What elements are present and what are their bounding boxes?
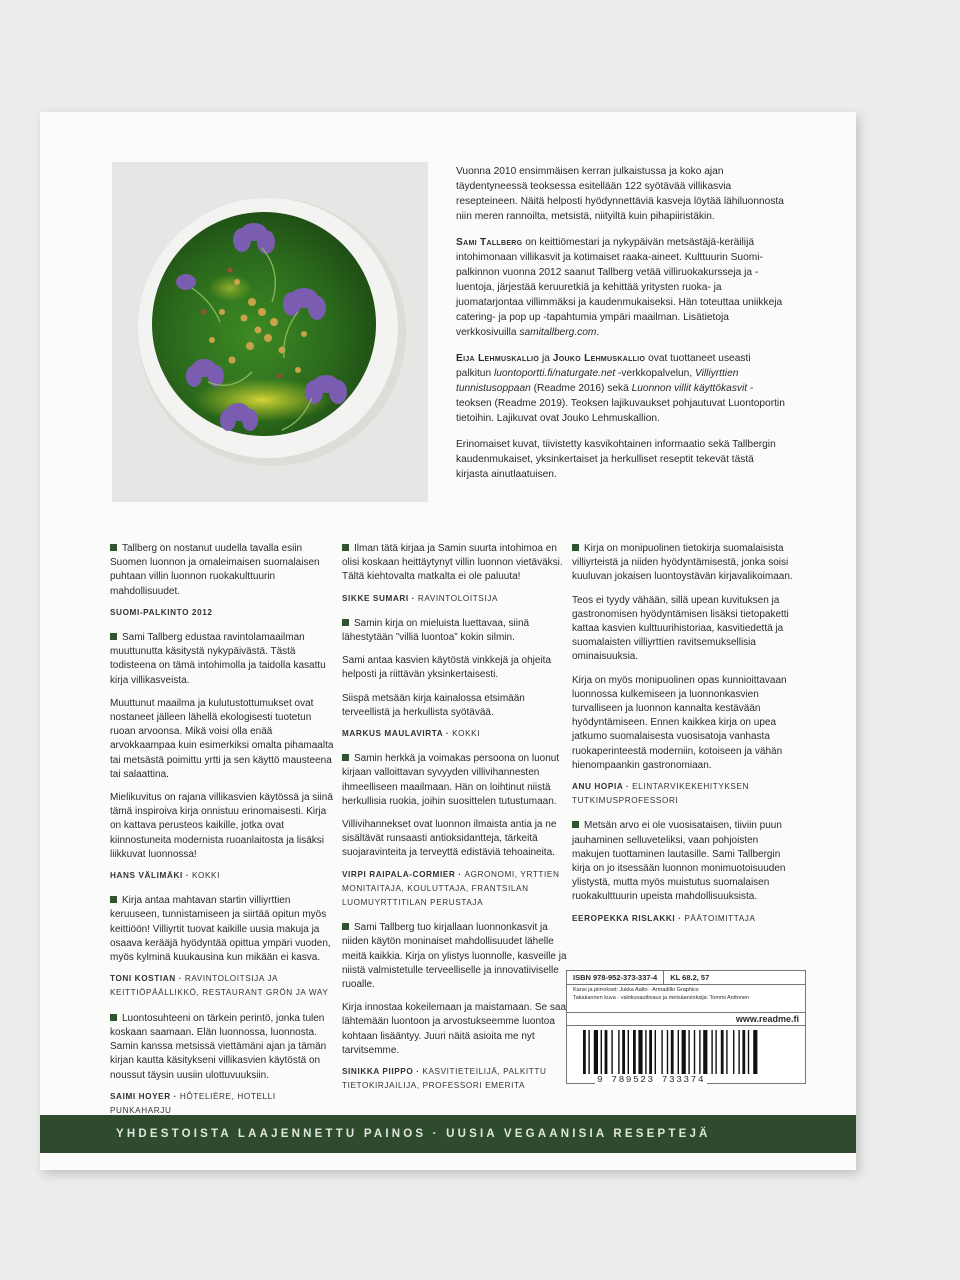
soup-bowl-image <box>112 162 428 502</box>
review-column-2 <box>342 542 567 1105</box>
reviewer-role: ELINTARVIKEKEHITYKSEN TUTKIMUSPROFESSORI <box>572 782 750 806</box>
photographer-book-1: Villiyrttien tunnistusoppaan <box>456 368 739 394</box>
barcode-digits: 9 789523 733374 <box>597 1074 706 1085</box>
bullet-icon <box>110 544 117 551</box>
photographer-text-d: -teoksen (Readme 2019). Teoksen lajikuvaukset pohjautuvat Luontoportin tietoihin. Lajikuvat ovat Jouko Lehmuskallion. <box>456 383 785 424</box>
barcode-bar <box>678 1030 679 1074</box>
barcode-bar <box>645 1030 646 1074</box>
reviewer-name: TONI KOSTIAN <box>110 974 176 984</box>
barcode-bar <box>699 1030 700 1074</box>
reviewer-name: HANS VÄLIMÄKI <box>110 871 183 881</box>
review-text-body: Kirja antaa mahtavan startin villiyrttien keruuseen, tunnistamiseen ja siirtää opitun myös keittiöön! Villiyrtit tuovat kaikille uusia makuja ja osaava kerääjä hyödyntää opittua ympäri vuoden, myös kylminä kuukausina kun mikään ei kasva. <box>110 895 331 964</box>
review-text-body: Tallberg on nostanut uudella tavalla esiin Suomen luonnon ja omaleimaisen suomalaisen puhtaan villin luonnon ruokakulttuurin mahdollisuudet. <box>110 543 320 597</box>
barcode-bar <box>618 1030 619 1074</box>
barcode-bar <box>622 1030 625 1074</box>
photographer-site: luontoportti.fi/naturgate.net <box>493 368 616 379</box>
barcode-bar <box>715 1030 716 1074</box>
review-text <box>110 542 335 599</box>
review-text <box>342 617 567 645</box>
reviewer-name: EEROPEKKA RISLAKKI <box>572 913 676 923</box>
review-text <box>342 752 567 809</box>
book-back-cover <box>40 112 856 1170</box>
reviewer-role: HÔTELIÈRE, HOTELLI PUNKAHARJU <box>110 1091 276 1115</box>
reviewer-name: SAIMI HOYER <box>110 1091 171 1101</box>
isbn-row <box>567 971 805 985</box>
review-text <box>342 542 567 585</box>
bullet-icon <box>342 619 349 626</box>
photographer-and: ja <box>539 353 553 364</box>
barcode-bar <box>738 1030 739 1074</box>
photographer-name-2: Jouko Lehmuskallio <box>552 353 646 364</box>
reviewer-role: KASVITIETEILIJÄ, PALKITTU TIETOKIRJAILIJA, PROFESSORI EMERITA <box>342 1067 547 1091</box>
review-text: Kirja on myös monipuolinen opas kunnioittavaan luonnossa kulkemiseen ja luonnonkasvien turvalliseen ja luonnon kannalta kestävään hyödyntämiseen. Ennen kaikkea kirja on upea jatkumo suomalaisesta vuosisatoja vanhasta ruokaperinteestä moderniin, kotoiseen ja vähän hienompaankin gastronomiaan. <box>572 674 787 771</box>
review-attribution: VIRPI RAIPALA-CORMIER · AGRONOMI, YRTTIEN MONITAITAJA, KOULUTTAJA, FRANTSILAN LUOMUYRTTITILAN PERUSTAJA <box>342 869 560 908</box>
reviewer-role: PÄÄTOIMITTAJA <box>684 913 756 923</box>
review-text: Sami antaa kasvien käytöstä vinkkejä ja ohjeita helposti ja riittävän yksinkertaisesti. <box>342 655 552 681</box>
barcode-bar <box>733 1030 734 1074</box>
review-attribution: HANS VÄLIMÄKI · KOKKI <box>110 871 220 881</box>
bullet-icon <box>110 896 117 903</box>
barcode-bar <box>726 1030 727 1074</box>
review-text-body: Metsän arvo ei ole vuosisataisen, tiiviin puun jauhaminen selluveteliksi, vaan pohjoisten makujen tuottaminen lautasille. Sami Tallbergin kirja on jo itsessään luonnon monimuotoisuuden ylistystä, mutta myös muistutus suomalaisen ruokakulttuurin upeista mahdollisuuksista. <box>572 820 786 903</box>
reviewer-role: KOKKI <box>191 871 220 881</box>
cover-credits <box>567 985 805 1013</box>
barcode-bar <box>721 1030 724 1074</box>
bullet-icon <box>110 1014 117 1021</box>
author-bio-end: . <box>596 327 600 338</box>
review-text: Villivihannekset ovat luonnon ilmaista antia ja ne sisältävät runsaasti antioksidantteja, tärkeitä suojaravinteita ja terveyttä edistäviä tehoaineita. <box>342 819 557 859</box>
reviewer-name: MARKUS MAULAVIRTA <box>342 729 444 739</box>
barcode-bar <box>601 1030 602 1074</box>
barcode-bar <box>594 1030 598 1074</box>
barcode-bar <box>605 1030 608 1074</box>
review-text <box>110 1012 335 1083</box>
reviewer-role: RAVINTOLOITSIJA JA KEITTIÖPÄÄLLIKKÖ, RESTAURANT GRÖN JA WAY <box>110 974 329 998</box>
review-text <box>572 542 797 585</box>
review-text-body: Samin kirja on mieluista luettavaa, siinä lähestytään ”villiä luontoa” kokin silmin. <box>342 617 530 644</box>
intro-paragraph-photographers <box>456 351 786 426</box>
review-attribution: SINIKKA PIIPPO · KASVITIETEILIJÄ, PALKITTU TIETOKIRJAILIJA, PROFESSORI EMERITA <box>342 1067 547 1091</box>
cover-credit-line: Takakannen kuva · valokuvauttivaus ja metsäarvioksija: Tommi Anttonen <box>573 994 749 1001</box>
photographer-name-1: Eija Lehmuskallio <box>456 353 540 364</box>
library-class: KL 68.2, 57 <box>670 973 710 982</box>
bullet-icon <box>110 633 117 640</box>
review-attribution: SIKKE SUMARI · RAVINTOLOITSIJA <box>342 593 498 603</box>
review-attribution: EEROPEKKA RISLAKKI · PÄÄTOIMITTAJA <box>572 913 756 923</box>
bullet-icon <box>342 754 349 761</box>
review-text: Teos ei tyydy vähään, sillä upean kuvituksen ja gastronomisen hyödyntämisen lisäksi tietopaketti kattaa kasvien kulttuurihistoriaa, kasvitiedettä ja suomalaisten villiyrttien ravitsemuksellisia ominaisuuksia. <box>572 594 789 663</box>
photographer-text-b: -verkkopalvelun, <box>615 368 695 379</box>
photographer-text-c: (Readme 2016) sekä <box>530 383 632 394</box>
review-text-body: Ilman tätä kirjaa ja Samin suurta intohimoa en olisi koskaan heittäytynyt villin luonnon vietäväksi. Tältä kiehtovalta matkalta ei ole paluuta! <box>342 543 563 583</box>
reviewer-name: SIKKE SUMARI <box>342 593 409 603</box>
reviewer-role: AGRONOMI, YRTTIEN MONITAITAJA, KOULUTTAJA, FRANTSILAN LUOMUYRTTITILAN PERUSTAJA <box>342 869 560 908</box>
review-attribution: SAIMI HOYER · HÔTELIÈRE, HOTELLI PUNKAHARJU <box>110 1091 276 1115</box>
review-text: Muuttunut maailma ja kulutustottumukset ovat nostaneet jälleen lähellä ekologisesti tuotetun ruoan arvoonsa. Mikä voisi olla enää arvokkaampaa kuin esimerkiksi omalta pihamaalta tai metsästä poimittu yrtti ja sen käyttö mausteena tai salaattina. <box>110 697 334 780</box>
barcode-bar <box>694 1030 695 1074</box>
barcode-bar <box>682 1030 686 1074</box>
reviewer-role: RAVINTOLOITSIJA <box>417 593 498 603</box>
barcode-graphic <box>577 1030 795 1078</box>
review-attribution: TONI KOSTIAN · RAVINTOLOITSIJA JA KEITTIÖPÄÄLLIKKÖ, RESTAURANT GRÖN JA WAY <box>110 974 329 998</box>
barcode-bar <box>703 1030 707 1074</box>
author-bio: on keittiömestari ja nykypäivän metsästäjä-keräilijä intohimonaan villikasvit ja kotimaiset raaka-aineet. Kulttuurin Suomi-palkinnon vuonna 2012 saanut Tallberg vetää villiruokakursseja ja -luentoja, järjestää keruuretkiä ja kehittää yritysten ruoka- ja juomatarjontaa villimmäksi ja kaudenmukaiseksi. Hän toteuttaa uniikkeja catering- ja pop up -tapahtumia ympäri maailman. Lisätietoja verkkosivuilla <box>456 237 783 338</box>
bullet-icon <box>342 544 349 551</box>
barcode-bar <box>649 1030 652 1074</box>
review-text-body: Sami Tallberg edustaa ravintolamaailman muuttunutta käsitystä nykypäivästä. Tästä todisteena on tämä intohimolla ja taidolla kasattu kirja villikasveista. <box>110 632 326 686</box>
barcode-bar <box>753 1030 757 1074</box>
bullet-icon <box>572 544 579 551</box>
isbn-number: ISBN 978-952-373-337-4 <box>567 971 664 984</box>
author-website: samitallberg.com <box>519 327 597 338</box>
intro-paragraph-1: Vuonna 2010 ensimmäisen kerran julkaistussa ja koko ajan täydentyneessä teoksessa esitellään 122 syötävää villikasvia resepteineen. Näitä helposti hyödynnettäviä kasveja löytää lähiluonnosta niin meren rannoilta, metsistä, niityiltä kuin pihapiiristäkin. <box>456 166 784 222</box>
photographer-book-2: Luonnon villit käyttökasvit <box>631 383 748 394</box>
barcode-bar <box>711 1030 712 1074</box>
review-attribution: SUOMI-PALKINTO 2012 <box>110 607 213 617</box>
intro-text <box>456 164 786 493</box>
publisher-website: www.readme.fi <box>567 1013 805 1026</box>
barcode <box>577 1030 795 1085</box>
barcode-bar <box>638 1030 642 1074</box>
isbn-barcode-box <box>566 970 806 1084</box>
review-text-body: Samin herkkä ja voimakas persoona on luonut kirjaan valloittavan syvyyden villivihannesten ihmeelliseen maailmaan. Hän on loihtinut niistä herkullisia ruokia, joihin suosittelen tutustumaan. <box>342 753 560 807</box>
review-column-3 <box>572 542 797 937</box>
reviewer-name: ANU HOPIA <box>572 782 624 792</box>
review-text-body: Luontosuhteeni on tärkein perintö, jonka tulen koskaan saamaan. Elän luonnossa, luonnosta. Samin kanssa metsissä viettämäni ajan ja tämän kirjan kautta käsitykseni villikasvien käytöstä on noussut täysin uusiin ulottuvuuksiin. <box>110 1012 327 1081</box>
reviewer-name: SINIKKA PIIPPO <box>342 1067 414 1077</box>
barcode-bar <box>588 1030 589 1074</box>
review-text: Siispä metsään kirja kainalossa etsimään terveellistä ja herkullista syötävää. <box>342 692 525 718</box>
barcode-bar <box>628 1030 629 1074</box>
barcode-bar <box>667 1030 668 1074</box>
barcode-bar <box>633 1030 636 1074</box>
review-text-body: Kirja on monipuolinen tietokirja suomalaisista villiyrteistä ja niiden hyödyntämisestä, jonka soisi kuuluvan jokaisen luontoystävän kirjavalikoimaan. <box>572 543 793 583</box>
bullet-icon <box>342 923 349 930</box>
review-attribution: ANU HOPIA · ELINTARVIKEKEHITYKSEN TUTKIMUSPROFESSORI <box>572 782 750 806</box>
review-text-body: Sami Tallberg tuo kirjallaan luonnonkasvit ja niiden käytön moninaiset mahdollisuudet lähelle meitä kaikkia. Kirja on ylistys luonnolle, kasveille ja niistä valmistetulle terveelliselle ja innovatiiviselle ruoalle. <box>342 922 567 991</box>
review-text: Kirja innostaa kokeilemaan ja maistamaan. Se saa lähtemään luontoon ja arvostukseemme luontoa kohtaan lisääntyy. Juuri näitä asioita me nyt tarvitsemme. <box>342 1002 567 1056</box>
review-text <box>110 631 335 688</box>
bullet-icon <box>572 821 579 828</box>
cover-photo <box>112 162 428 502</box>
author-name: Sami Tallberg <box>456 237 523 248</box>
review-column-1 <box>110 542 335 1129</box>
barcode-bar <box>583 1030 586 1074</box>
barcode-bar <box>655 1030 656 1074</box>
photographer-text-a: ovat tuottaneet useasti palkitun <box>456 353 751 379</box>
barcode-bar <box>742 1030 745 1074</box>
review-text <box>342 921 567 992</box>
review-text <box>572 819 797 904</box>
cover-credit-line: Kansi ja piirrokset: Jukka Aalto · Armadillo Graphics <box>573 987 699 993</box>
barcode-bar <box>748 1030 749 1074</box>
reviewer-role: KOKKI <box>452 729 481 739</box>
barcode-bar <box>611 1030 612 1074</box>
intro-paragraph-author <box>456 235 786 340</box>
barcode-bar <box>661 1030 662 1074</box>
barcode-bar <box>671 1030 674 1074</box>
edition-band: YHDESTOISTA LAAJENNETTU PAINOS · UUSIA VEGAANISIA RESEPTEJÄ <box>40 1115 856 1153</box>
review-text: Mielikuvitus on rajana villikasvien käytössä ja siinä tämä inspiroiva kirja onnistuu erinomaisesti. Kirja on kattava perusteos kaikille, jotka ovat kiinnostuneita modernista ruoanlaitosta ja lisäksi liikkuvat luonnossa! <box>110 792 333 860</box>
review-attribution: MARKUS MAULAVIRTA · KOKKI <box>342 729 481 739</box>
review-text <box>110 894 335 965</box>
reviewer-name: VIRPI RAIPALA-CORMIER <box>342 869 456 879</box>
barcode-bar <box>688 1030 689 1074</box>
intro-paragraph-summary: Erinomaiset kuvat, tiivistetty kasvikohtainen informaatio sekä Tallbergin kaudenmukaiset, yksinkertaiset ja herkulliset reseptit tekevät tästä kirjasta ainutlaatuisen. <box>456 439 776 480</box>
